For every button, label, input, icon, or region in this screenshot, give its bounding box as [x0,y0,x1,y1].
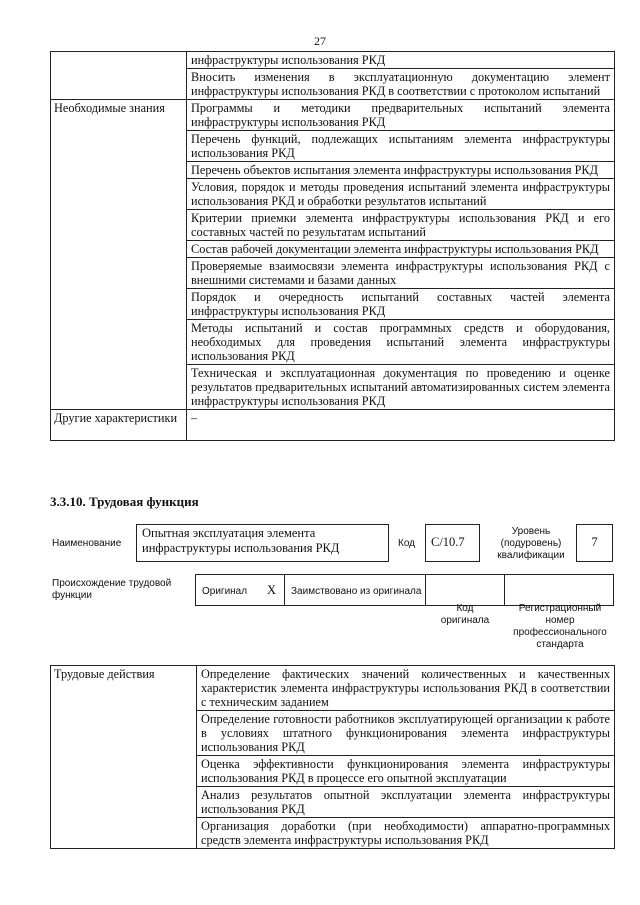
list-item: Вносить изменения в эксплуатационную документацию элемент инфраструктуры использования РКД в соответствии с протоколом испытаний [187,69,615,100]
requirements-table [50,51,615,441]
list-item: Порядок и очередность испытаний составных частей элемента инфраструктуры использования РКД [187,289,615,320]
list-item: Оценка эффективности функционирования элемента инфраструктуры использования РКД в процессе его опытной эксплуатации [197,756,615,787]
borrowed-cell [284,574,426,606]
list-item: Техническая и эксплуатационная документация по проведению и оценке результатов предварительных испытаний автоматизированных систем элемента инфраструктуры использования РКД [187,365,615,410]
page-number: 27 [314,34,326,48]
list-item: Перечень функций, подлежащих испытаниям элемента инфраструктуры использования РКД [187,131,615,162]
list-item: Состав рабочей документации элемента инфраструктуры использования РКД [187,241,615,258]
code-original-caption: Код оригинала [440,603,490,626]
list-item: Условия, порядок и методы проведения испытаний элемента инфраструктуры использования РКД и обработки результатов испытаний [187,179,615,210]
row-label: Трудовые действия [51,666,197,849]
code-label: Код [398,538,416,549]
origin-label: Происхождение трудовой функции [52,578,172,601]
row-label: Другие характеристики [51,410,187,441]
list-item: – [187,410,615,441]
list-item: инфраструктуры использования РКД [187,52,615,69]
list-item: Перечень объектов испытания элемента инфраструктуры использования РКД [187,162,615,179]
table-row [51,52,615,69]
list-item: Организация доработки (при необходимости) аппаратно-программных средств элемента инфраструктуры использования РКД [197,818,615,849]
code-original-cell [425,574,505,606]
original-label: Оригинал [202,586,248,597]
reg-number-cell [504,574,614,606]
list-item: Анализ результатов опытной эксплуатации элемента инфраструктуры использования РКД [197,787,615,818]
labor-actions-table [50,665,615,849]
code-value-box [425,524,480,562]
table-row [51,100,615,131]
original-cell [195,574,285,606]
reg-number-caption: Регистрационный номер профессионального стандарта [513,603,607,650]
code-value: C/10.7 [431,535,465,549]
list-item: Методы испытаний и состав программных средств и оборудования, необходимых для проведения испытаний элемента инфраструктуры использования РКД [187,320,615,365]
original-mark: X [267,583,277,597]
name-value-box [136,524,389,562]
section-title: 3.3.10. Трудовая функция [50,494,199,509]
table-row [51,410,615,441]
level-value: 7 [591,535,598,549]
row-label: Необходимые знания [51,100,187,410]
row-label [51,52,187,100]
list-item: Определение готовности работников эксплуатирующей организации к работе в условиях штатного функционирования элемента инфраструктуры использования РКД [197,711,615,756]
level-label: Уровень (подуровень) квалификации [497,526,565,561]
borrowed-label: Заимствовано из оригинала [291,586,422,597]
table-row [51,666,615,711]
name-label: Наименование [52,538,122,549]
list-item: Программы и методики предварительных испытаний элемента инфраструктуры использования РКД [187,100,615,131]
level-value-box [576,524,613,562]
list-item: Проверяемые взаимосвязи элемента инфраструктуры использования РКД с внешними системами и базами данных [187,258,615,289]
list-item: Определение фактических значений количественных и качественных характеристик элемента инфраструктуры использования РКД в соответствии с техническим заданием [197,666,615,711]
name-value: Опытная эксплуатация элемента инфраструктуры использования РКД [142,526,340,555]
list-item: Критерии приемки элемента инфраструктуры использования РКД и его составных частей по результатам испытаний [187,210,615,241]
